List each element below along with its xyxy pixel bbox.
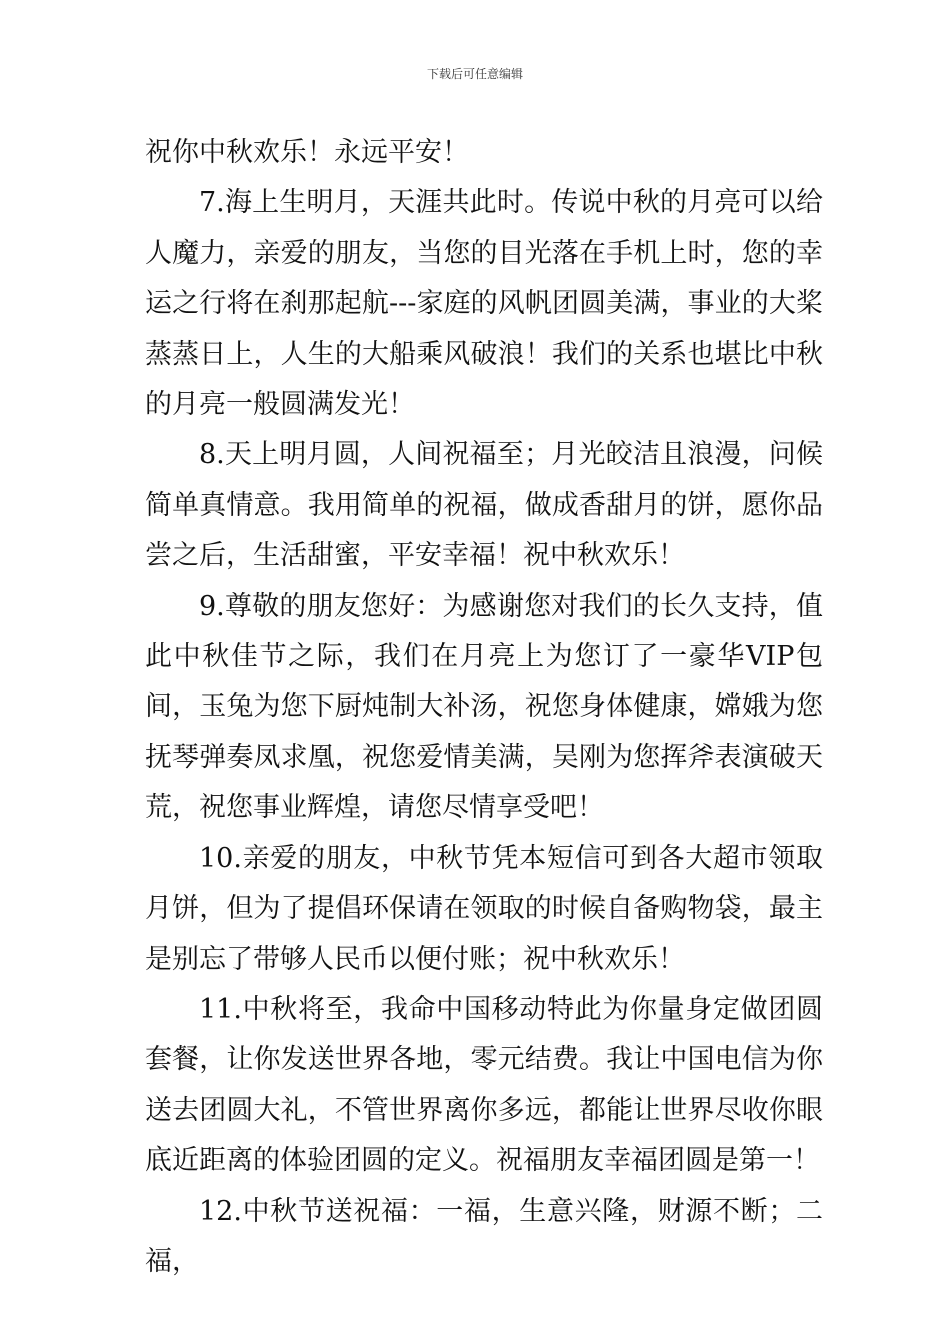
paragraph-item-10: 10.亲爱的朋友，中秋节凭本短信可到各大超市领取月饼，但为了提倡环保请在领取的时候自备购物袋，最主是别忘了带够人民币以便付账；祝中秋欢乐！ [145, 842, 823, 975]
paragraph-continuation: 祝你中秋欢乐！永远平安！ [145, 137, 469, 168]
paragraph-item-9: 9.尊敬的朋友您好：为感谢您对我们的长久支持，值此中秋佳节之际，我们在月亮上为您订了一豪华VIP包间，玉兔为您下厨炖制大补汤，祝您身体健康，嫦娥为您抚琴弹奏凤求凰，祝您爱情美满，吴刚为您挥斧表演破天荒，祝您事业辉煌，请您尽情享受吧！ [145, 590, 823, 824]
document-body [145, 128, 823, 1287]
paragraph-item-7: 7.海上生明月，天涯共此时。传说中秋的月亮可以给人魔力，亲爱的朋友，当您的目光落在手机上时，您的幸运之行将在刹那起航---家庭的风帆团圆美满，事业的大桨蒸蒸日上，人生的大船乘风破浪！我们的关系也堪比中秋的月亮一般圆满发光！ [145, 187, 823, 421]
paragraph-item-11: 11.中秋将至，我命中国移动特此为你量身定做团圆套餐，让你发送世界各地，零元结费。我让中国电信为你送去团圆大礼，不管世界离你多远，都能让世界尽收你眼底近距离的体验团圆的定义。祝福朋友幸福团圆是第一！ [145, 993, 823, 1177]
page-header-note: 下载后可任意编辑 [426, 67, 523, 81]
paragraph-item-8: 8.天上明月圆，人间祝福至；月光皎洁且浪漫，问候简单真情意。我用简单的祝福，做成香甜月的饼，愿你品尝之后，生活甜蜜，平安幸福！祝中秋欢乐！ [145, 439, 823, 572]
paragraph-item-12: 12.中秋节送祝福：一福，生意兴隆，财源不断；二福， [145, 1195, 823, 1277]
